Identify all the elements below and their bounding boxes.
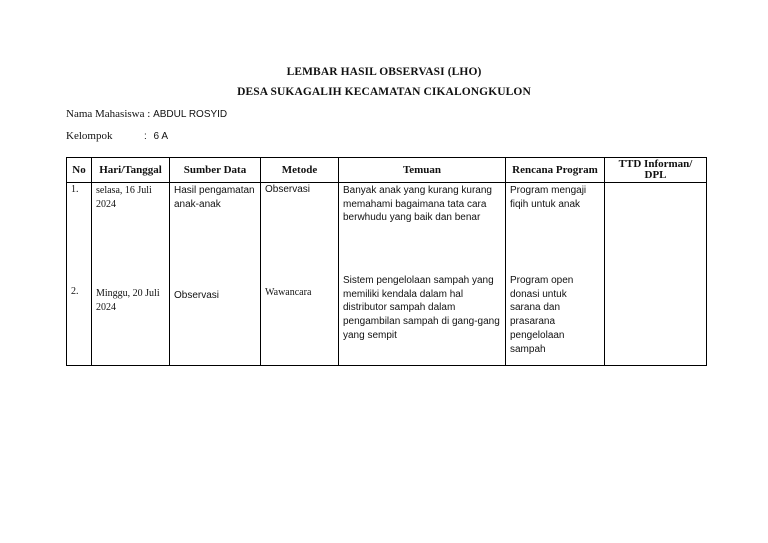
row-1-method: Observasi	[265, 184, 311, 195]
row-1-findings: Banyak anak yang kurang kurang memahami bagaimana tata cara berwhudu yang baik dan benar	[343, 185, 492, 224]
row-signature-cell	[605, 183, 707, 366]
row-1-plan: Program mengaji fiqih untuk anak	[510, 185, 587, 210]
row-1-date: selasa, 16 Juli 2024	[96, 185, 152, 210]
group-separator: :	[144, 131, 147, 142]
row-1-no: 1.	[71, 184, 79, 195]
observation-table	[66, 157, 707, 366]
row-2-findings: Sistem pengelolaan sampah yang memiliki kendala dalam hal distributor sampah dalam pengambilan sampah di gang-gang yang sempit	[343, 275, 500, 341]
row-source-cell	[170, 183, 261, 366]
row-date-cell	[92, 183, 170, 366]
table-header-row	[67, 158, 707, 183]
row-2-source: Observasi	[174, 290, 220, 301]
row-method-cell	[261, 183, 339, 366]
header-source: Sumber Data	[170, 158, 261, 183]
header-method: Metode	[261, 158, 339, 183]
header-date: Hari/Tanggal	[92, 158, 170, 183]
document-title: LEMBAR HASIL OBSERVASI (LHO)	[286, 66, 482, 78]
document-subtitle: DESA SUKAGALIH KECAMATAN CIKALONGKULON	[237, 86, 531, 98]
row-plan-cell	[506, 183, 605, 366]
group-label: Kelompok	[66, 130, 113, 142]
row-no-cell	[67, 183, 92, 366]
group-line	[66, 130, 168, 142]
row-2-plan: Program open donasi untuk sarana dan prasarana pengelolaan sampah	[510, 275, 574, 355]
header-findings: Temuan	[339, 158, 506, 183]
header-signature: TTD Informan/ DPL	[605, 158, 707, 183]
group-value: 6 A	[153, 131, 168, 142]
student-name-value: ABDUL ROSYID	[153, 109, 228, 120]
row-1-source: Hasil pengamatan anak-anak	[174, 185, 255, 210]
header-plan: Rencana Program	[506, 158, 605, 183]
student-name-line	[66, 108, 227, 120]
row-findings-cell	[339, 183, 506, 366]
header-no: No	[67, 158, 92, 183]
row-2-method: Wawancara	[265, 287, 312, 298]
student-name-label: Nama Mahasiswa :	[66, 108, 151, 120]
row-2-date: Minggu, 20 Juli 2024	[96, 288, 160, 313]
table-row	[67, 183, 707, 366]
row-2-no: 2.	[71, 286, 79, 297]
